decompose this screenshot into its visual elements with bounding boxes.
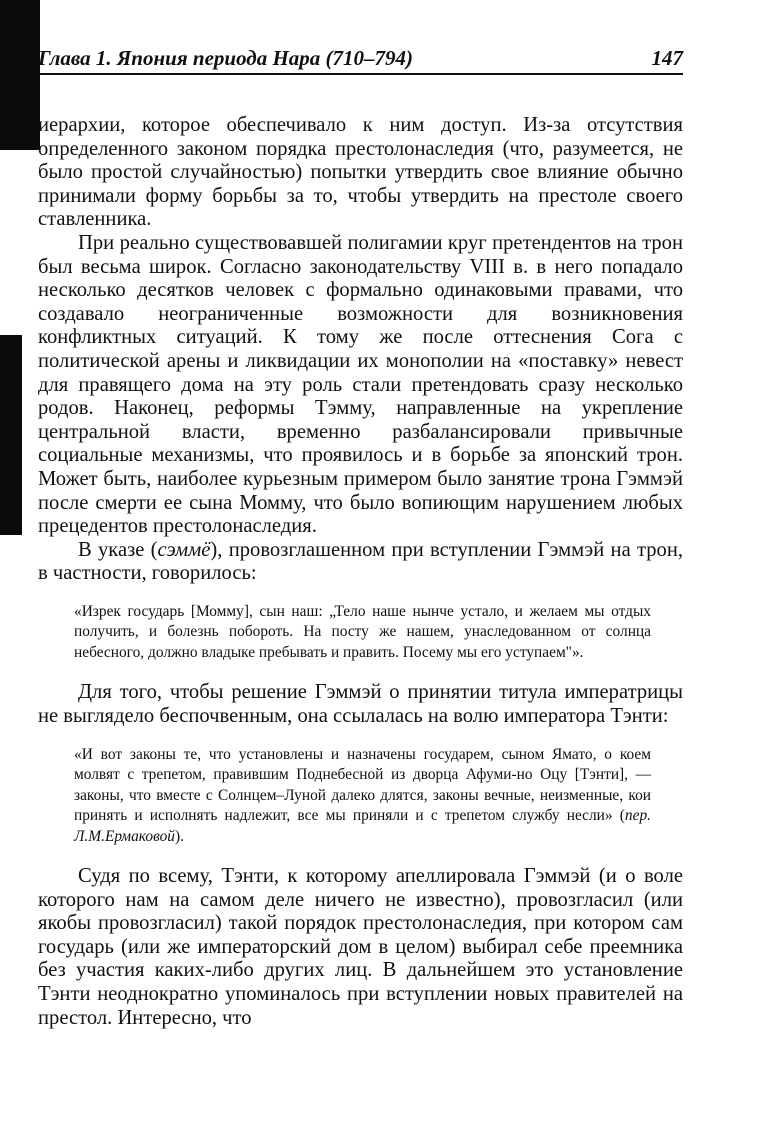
paragraph (38, 539, 683, 586)
translator-credit: пер. Л.М.Ермаковой (74, 807, 651, 845)
page-number: 147 (651, 46, 683, 70)
paragraph: При реально существовавшей полигамии круг претендентов на трон был весьма широк. Согласно законодательству VIII в. в него попадало несколько десятков человек с формально одинаковыми правами, что создавало неограниченные возможности для возникновения конфликтных ситуаций. К тому же после оттеснения Сога с политической арены и ликвидации их монополии на «поставку» невест для правящего дома на эту роль стали претендовать сразу несколько родов. Наконец, реформы Тэмму, направленные на укрепление центральной власти, временно разбалансировали привычные социальные механизмы, что проявилось и в борьбе за японский трон. Может быть, наиболее курьезным примером было занятие трона Гэммэй после смерти ее сына Момму, что было вопиющим нарушением любых прецедентов престолонаследия. (38, 231, 683, 538)
paragraph-text: В указе ( (78, 538, 158, 561)
running-header (38, 46, 683, 75)
quote-text: ). (174, 827, 184, 845)
quote-block: «Изрек государь [Момму], сын наш: „Тело наше нынче устало, и желаем мы отдых получить, и болезнь побороть. На посту же нашем, унаследованном от солнца небесного, должно владыке пребывать и править. Посему мы его уступаем"». (74, 602, 651, 661)
chapter-title: Глава 1. Япония периода Нара (710–794) (38, 46, 414, 70)
paragraph: иерархии, которое обеспечивало к ним доступ. Из-за отсутствия определенного законом порядка престолонаследия (что, разумеется, не было простой случайностью) попытки утвердить свое влияние обычно принимали форму борьбы за то, чтобы утвердить на престоле своего ставленника. (38, 114, 683, 231)
scan-edge-artifact (0, 335, 22, 535)
term-semmyo: сэммё (157, 538, 211, 561)
page-body (38, 114, 683, 1030)
quote-block (74, 745, 651, 848)
scan-edge-artifact (0, 0, 40, 150)
paragraph: Судя по всему, Тэнти, к которому апеллировала Гэммэй (и о воле которого нам на самом деле ничего не известно), провозгласил (или якобы провозгласил) такой порядок престолонаследия, при котором сам государь (или же императорский дом в целом) выбирал себе преемника без участия каких-либо других лиц. В дальнейшем это установление Тэнти неоднократно упоминалось при вступлении новых правителей на престол. Интересно, что (38, 865, 683, 1029)
quote-text: «И вот законы те, что установлены и назначены государем, сыном Ямато, о коем молвят с трепетом, правившим Поднебесной из дворца Афуми-но Оцу [Тэнти], — законы, что вместе с Солнцем–Луной далеко длятся, законы вечные, неизменные, кои принять и исполнять надлежит, все мы приняли и с трепетом службу несли» ( (74, 745, 651, 825)
paragraph: Для того, чтобы решение Гэммэй о принятии титула императрицы не выглядело беспочвенным, она ссылалась на волю императора Тэнти: (38, 681, 683, 727)
paragraph-text: ), провозглашенном при вступлении Гэммэй на трон, в частности, говорилось: (38, 538, 684, 585)
